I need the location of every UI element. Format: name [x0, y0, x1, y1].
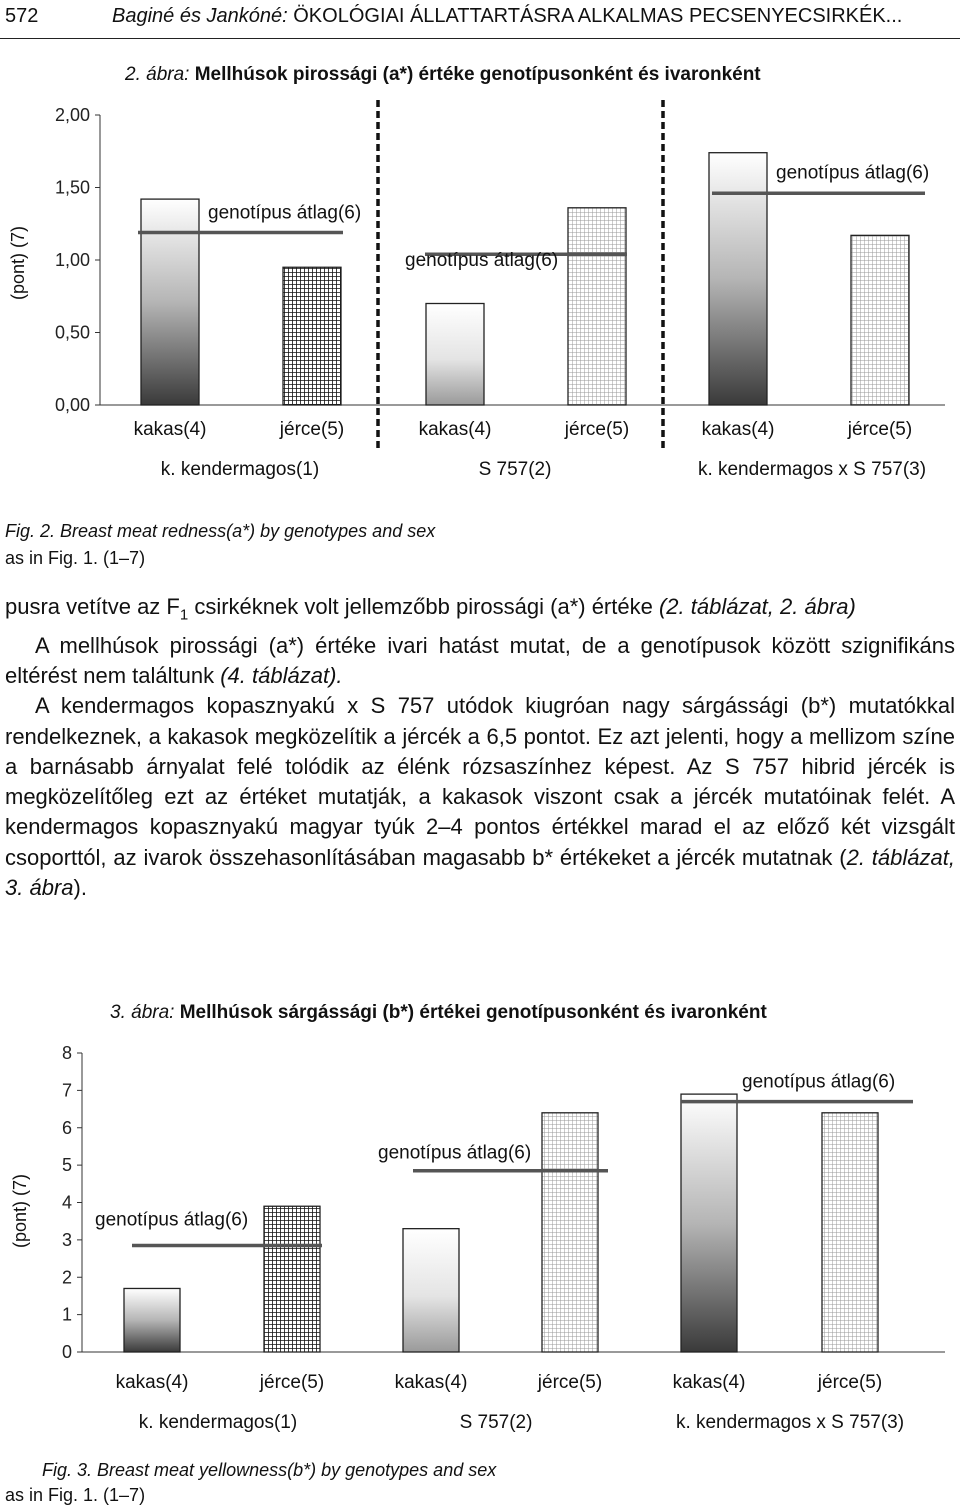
figure3-caption-line2: as in Fig. 1. (1–7): [5, 1485, 146, 1505]
y-tick-label: 4: [61, 1192, 72, 1213]
category-label: jérce(5): [847, 419, 913, 440]
figure3-title: [110, 1002, 767, 1024]
bar: [822, 1113, 878, 1352]
y-tick-label: 1,00: [54, 250, 90, 270]
paragraph-3-reference: 2. táblázat, 3. ábra: [5, 844, 955, 901]
paragraph-3-text: A kendermagos kopasznyakú x S 757 utódok kiugróan nagy sárgássági (b*) mutatókkal rendelkeznek, a kakasok megközelítik a jércék a 6,5 pontot. Ez azt jelenti, hogy a mellizom színe a barnásabb árnyalat felé tolódik az élénk rózsaszínhez képest. Az S 757 hibrid jércék is megközelítőleg ezt az értéket mutatják, a kakasok viszont csak a jércék mutatóinak felét. A kendermagos kopasznyakú magyar tyúk 2–4 pontos értékkel marad el az előző két vizsgált csoporttól, az ivarok összehasonlításában magasabb b* értékeket a jércék mutatnak (: [5, 693, 955, 870]
genotype-mean-label: genotípus átlag(6): [378, 1142, 532, 1164]
figure3-caption-line1: Fig. 3. Breast meat yellowness(b*) by genotypes and sex: [42, 1460, 497, 1480]
bar: [542, 1113, 598, 1352]
y-tick-label: 0,50: [54, 322, 90, 343]
category-label: kakas(4): [133, 419, 207, 440]
category-label: kakas(4): [418, 419, 492, 440]
bar: [141, 199, 199, 405]
group-label: k. kendermagos(1): [138, 1412, 298, 1433]
paragraph-2-text: A mellhúsok pirossági (a*) értéke ivari hatást mutat, de a genotípusok között szignifikáns eltérést nem találtunk: [5, 632, 955, 688]
bar: [851, 235, 909, 405]
figure2-title-text: Mellhúsok pirossági (a*) értéke genotípusonként és ivaronként: [194, 64, 761, 85]
bar: [426, 304, 484, 406]
genotype-mean-label: genotípus átlag(6): [742, 1071, 896, 1093]
paragraph-1-reference: (2. táblázat, 2. ábra): [658, 594, 856, 619]
bar: [283, 267, 341, 405]
y-tick-label: 5: [61, 1155, 72, 1176]
category-label: kakas(4): [115, 1372, 189, 1393]
running-title-text: ÖKOLÓGIAI ÁLLATTARTÁSRA ALKALMAS PECSENYECSIRKÉK...: [293, 5, 903, 27]
category-label: jérce(5): [259, 1372, 325, 1393]
y-tick-label: 6: [61, 1117, 72, 1138]
group-label: k. kendermagos(1): [160, 459, 320, 480]
category-label: jérce(5): [279, 419, 345, 440]
category-label: jérce(5): [564, 419, 630, 440]
genotype-mean-label: genotípus átlag(6): [208, 202, 362, 224]
y-tick-label: 1: [61, 1304, 72, 1325]
category-label: jérce(5): [817, 1372, 883, 1393]
figure2-ylabel: (pont) (7): [8, 225, 28, 300]
bar: [709, 153, 767, 405]
group-label: k. kendermagos x S 757(3): [675, 1412, 905, 1433]
figure2-title-prefix: 2. ábra:: [125, 64, 190, 85]
paragraph-2: [5, 631, 955, 692]
paragraph-2-reference: (4. táblázat).: [220, 662, 343, 688]
group-label: S 757(2): [478, 459, 552, 480]
figure3-title-text: Mellhúsok sárgássági (b*) értékei genotípusonként és ivaronként: [179, 1002, 767, 1023]
category-label: kakas(4): [394, 1372, 468, 1393]
figure2-chart: [0, 0, 960, 520]
group-label: S 757(2): [459, 1412, 533, 1433]
paragraph-3-end: ).: [73, 875, 87, 901]
group-label: k. kendermagos x S 757(3): [697, 459, 927, 480]
figure3-title-prefix: 3. ábra:: [110, 1002, 175, 1023]
y-tick-label: 8: [61, 1043, 72, 1063]
running-title-authors: Baginé és Jankóné:: [112, 5, 288, 27]
bar: [568, 208, 626, 405]
bar: [124, 1288, 180, 1352]
bar: [681, 1094, 737, 1352]
genotype-mean-label: genotípus átlag(6): [776, 162, 930, 184]
paragraph-1: [5, 592, 955, 631]
y-tick-label: 3: [61, 1229, 72, 1250]
figure2-caption-line2: as in Fig. 1. (1–7): [5, 548, 146, 568]
y-tick-label: 7: [61, 1080, 72, 1101]
figure3-ylabel: (pont) (7): [10, 1173, 30, 1248]
paragraph-1-text-a: pusra vetítve az F: [5, 594, 180, 619]
paragraph-3: [5, 691, 955, 903]
paragraph-1-text-b: csirkéknek volt jellemzőbb pirossági (a*) értéke: [188, 594, 659, 619]
genotype-mean-label: genotípus átlag(6): [95, 1209, 249, 1231]
category-label: kakas(4): [672, 1372, 746, 1393]
page-number: 572: [5, 5, 39, 27]
y-tick-label: 2,00: [54, 105, 90, 125]
y-tick-label: 2: [61, 1267, 72, 1288]
y-tick-label: 0: [61, 1342, 72, 1362]
paragraph-1-subscript: 1: [179, 606, 189, 624]
category-label: kakas(4): [701, 419, 775, 440]
figure2-caption-line1: Fig. 2. Breast meat redness(a*) by genotypes and sex: [5, 521, 436, 541]
genotype-mean-label: genotípus átlag(6): [405, 250, 559, 272]
body-text: [5, 592, 955, 903]
y-tick-label: 1,50: [54, 177, 90, 198]
y-tick-label: 0,00: [54, 395, 90, 415]
bar: [403, 1229, 459, 1352]
category-label: jérce(5): [537, 1372, 603, 1393]
bar: [264, 1206, 320, 1352]
figure2-chart-svg: [0, 0, 960, 520]
